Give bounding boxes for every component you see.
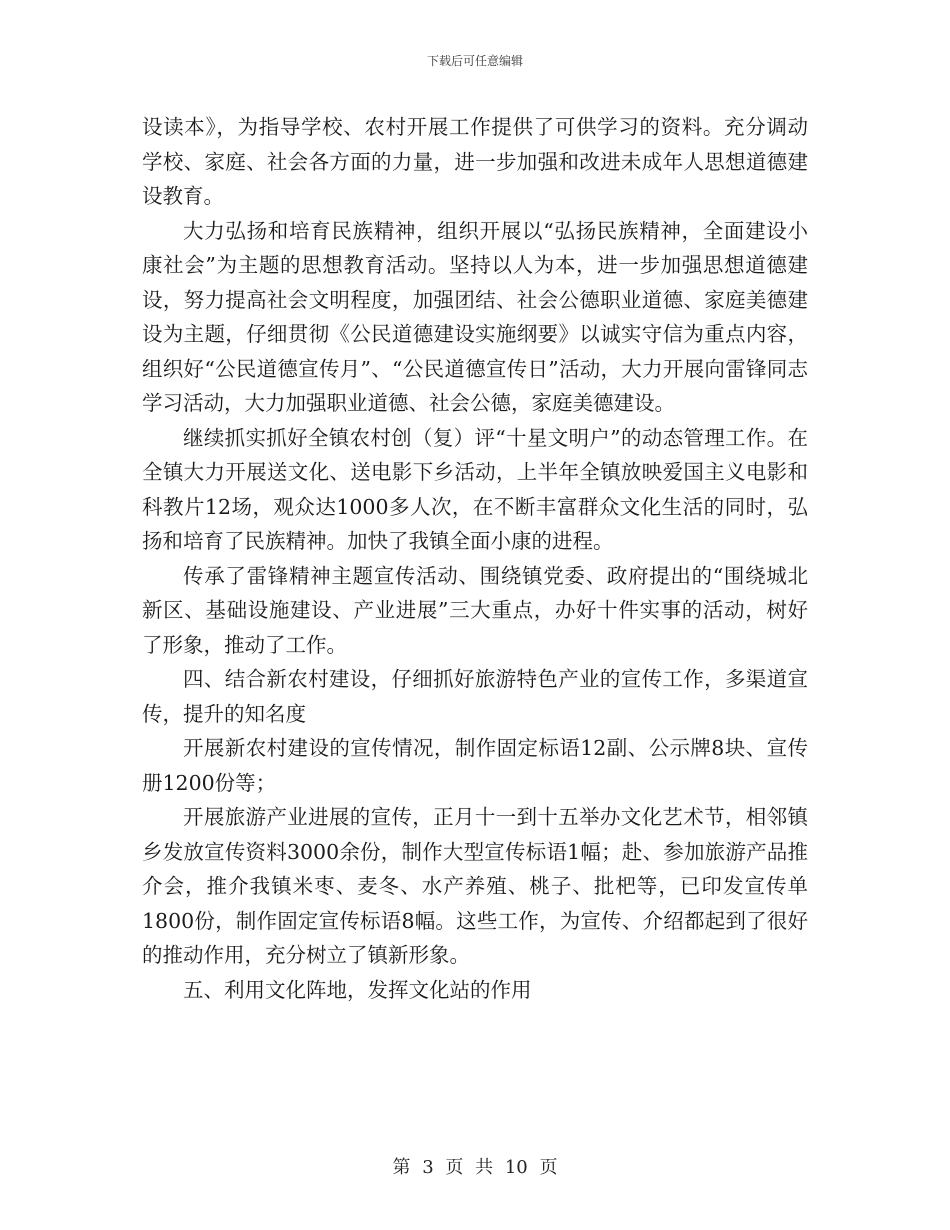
page-footer: 第 3 页 共 10 页 xyxy=(392,1157,558,1178)
paragraph-new-countryside: 开展新农村建设的宣传情况，制作固定标语12副、公示牌8块、宣传册1200份等； xyxy=(142,736,808,795)
section-heading-4: 四、结合新农村建设，仔细抓好旅游特色产业的宣传工作，多渠道宣传，提升的知名度 xyxy=(142,667,808,726)
section-heading-5: 五、利用文化阵地，发挥文化站的作用 xyxy=(183,977,532,1002)
document-body xyxy=(142,110,808,1007)
paragraph-tourism: 开展旅游产业进展的宣传，正月十一到十五举办文化艺术节，相邻镇乡发放宣传资料3000余份，制作大型宣传标语1幅；赴、参加旅游产品推介会，推介我镇米枣、麦冬、水产养殖、桃子、批杷等，已印发宣传单1800份，制作固定宣传标语8幅。这些工作，为宣传、介绍都起到了很好的推动作用，充分树立了镇新形象。 xyxy=(142,805,808,967)
page-header: 下载后可任意编辑 xyxy=(426,54,523,68)
paragraph-civilized-households: 继续抓实抓好全镇农村创（复）评“十星文明户”的动态管理工作。在全镇大力开展送文化、送电影下乡活动，上半年全镇放映爱国主义电影和科教片12场，观众达1000多人次，在不断丰富群众文化生活的同时，弘扬和培育了民族精神。加快了我镇全面小康的进程。 xyxy=(142,425,808,553)
paragraph-continuation: 设读本》，为指导学校、农村开展工作提供了可供学习的资料。充分调动学校、家庭、社会各方面的力量，进一步加强和改进未成年人思想道德建设教育。 xyxy=(142,115,808,208)
paragraph-national-spirit: 大力弘扬和培育民族精神，组织开展以“弘扬民族精神，全面建设小康社会”为主题的思想教育活动。坚持以人为本，进一步加强思想道德建设，努力提高社会文明程度，加强团结、社会公德职业道德、家庭美德建设为主题，仔细贯彻《公民道德建设实施纲要》以诚实守信为重点内容，组织好“公民道德宣传月”、“公民道德宣传日”活动，大力开展向雷锋同志学习活动，大力加强职业道德、社会公德，家庭美德建设。 xyxy=(142,218,808,415)
paragraph-leifeng-spirit: 传承了雷锋精神主题宣传活动、围绕镇党委、政府提出的“围绕城北新区、基础设施建设、产业进展”三大重点，办好十件实事的活动，树好了形象，推动了工作。 xyxy=(142,563,808,657)
